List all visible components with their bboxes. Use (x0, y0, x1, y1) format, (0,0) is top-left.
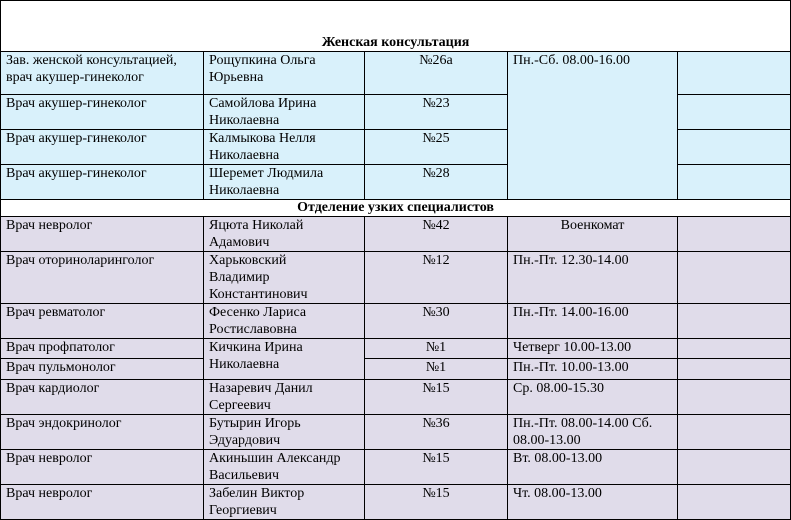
position-cell: Врач ревматолог (1, 304, 204, 339)
section-title: Отделение узких специалистов (1, 200, 791, 217)
table-row (1, 252, 791, 304)
doctor-cell: Акиньшин Александр Васильевич (204, 450, 365, 485)
hours-cell: Военкомат (508, 217, 678, 252)
position-cell: Врач невролог (1, 450, 204, 485)
room-cell: №26а (365, 52, 508, 95)
empty-cell (678, 52, 791, 95)
empty-cell (678, 415, 791, 450)
doctor-cell: Самойлова Ирина Николаевна (204, 95, 365, 130)
room-cell: №15 (365, 450, 508, 485)
empty-cell (678, 130, 791, 165)
position-cell: Врач пульмонолог (1, 359, 204, 380)
empty-cell (678, 304, 791, 339)
room-cell: №1 (365, 339, 508, 359)
position-cell: Врач профпатолог (1, 339, 204, 359)
doctor-cell: Калмыкова Нелля Николаевна (204, 130, 365, 165)
table-top-blank-row (1, 1, 791, 36)
table-row (1, 304, 791, 339)
hours-cell: Пн.-Пт. 14.00-16.00 (508, 304, 678, 339)
hours-cell: Пн.-Сб. 08.00-16.00 (508, 52, 678, 200)
empty-cell (678, 252, 791, 304)
doctor-cell: Бутырин Игорь Эдуардович (204, 415, 365, 450)
room-cell: №15 (365, 485, 508, 520)
table-row (1, 450, 791, 485)
empty-cell (678, 339, 791, 359)
hours-cell: Вт. 08.00-13.00 (508, 450, 678, 485)
table-row (1, 217, 791, 252)
hours-cell: Четверг 10.00-13.00 (508, 339, 678, 359)
section-header-row (1, 200, 791, 217)
room-cell: №12 (365, 252, 508, 304)
room-cell: №15 (365, 380, 508, 415)
hours-cell: Пн.-Пт. 08.00-14.00 Сб. 08.00-13.00 (508, 415, 678, 450)
room-cell: №28 (365, 165, 508, 200)
position-cell: Зав. женской консультацией, врач акушер-гинеколог (1, 52, 204, 95)
empty-cell (678, 217, 791, 252)
position-cell: Врач акушер-гинеколог (1, 95, 204, 130)
position-cell: Врач кардиолог (1, 380, 204, 415)
section-header-row (1, 35, 791, 52)
doctor-cell: Яцюта Николай Адамович (204, 217, 365, 252)
table-row (1, 359, 791, 380)
table-row (1, 380, 791, 415)
doctor-cell: Харьковский Владимир Константинович (204, 252, 365, 304)
position-cell: Врач акушер-гинеколог (1, 130, 204, 165)
room-cell: №23 (365, 95, 508, 130)
room-cell: №30 (365, 304, 508, 339)
doctor-cell: Фесенко Лариса Ростиславовна (204, 304, 365, 339)
empty-cell (678, 165, 791, 200)
doctor-cell: Шеремет Людмила Николаевна (204, 165, 365, 200)
empty-cell (678, 485, 791, 520)
hours-cell: Чт. 08.00-13.00 (508, 485, 678, 520)
room-cell: №1 (365, 359, 508, 380)
table-row (1, 485, 791, 520)
position-cell: Врач эндокринолог (1, 415, 204, 450)
room-cell: №25 (365, 130, 508, 165)
position-cell: Врач невролог (1, 485, 204, 520)
doctor-cell: Забелин Виктор Георгиевич (204, 485, 365, 520)
doctor-cell: Рощупкина Ольга Юрьевна (204, 52, 365, 95)
empty-cell (678, 359, 791, 380)
hours-cell: Пн.-Пт. 10.00-13.00 (508, 359, 678, 380)
hours-cell: Пн.-Пт. 12.30-14.00 (508, 252, 678, 304)
empty-cell (678, 450, 791, 485)
position-cell: Врач оториноларинголог (1, 252, 204, 304)
empty-cell (678, 380, 791, 415)
table-row (1, 339, 791, 359)
hours-cell: Ср. 08.00-15.30 (508, 380, 678, 415)
table-row (1, 415, 791, 450)
room-cell: №36 (365, 415, 508, 450)
doctor-cell: Кичкина Ирина Николаевна (204, 339, 365, 380)
position-cell: Врач акушер-гинеколог (1, 165, 204, 200)
section-title: Женская консультация (1, 35, 791, 52)
doctor-cell: Назаревич Данил Сергеевич (204, 380, 365, 415)
empty-cell (678, 95, 791, 130)
table-row (1, 52, 791, 95)
position-cell: Врач невролог (1, 217, 204, 252)
room-cell: №42 (365, 217, 508, 252)
